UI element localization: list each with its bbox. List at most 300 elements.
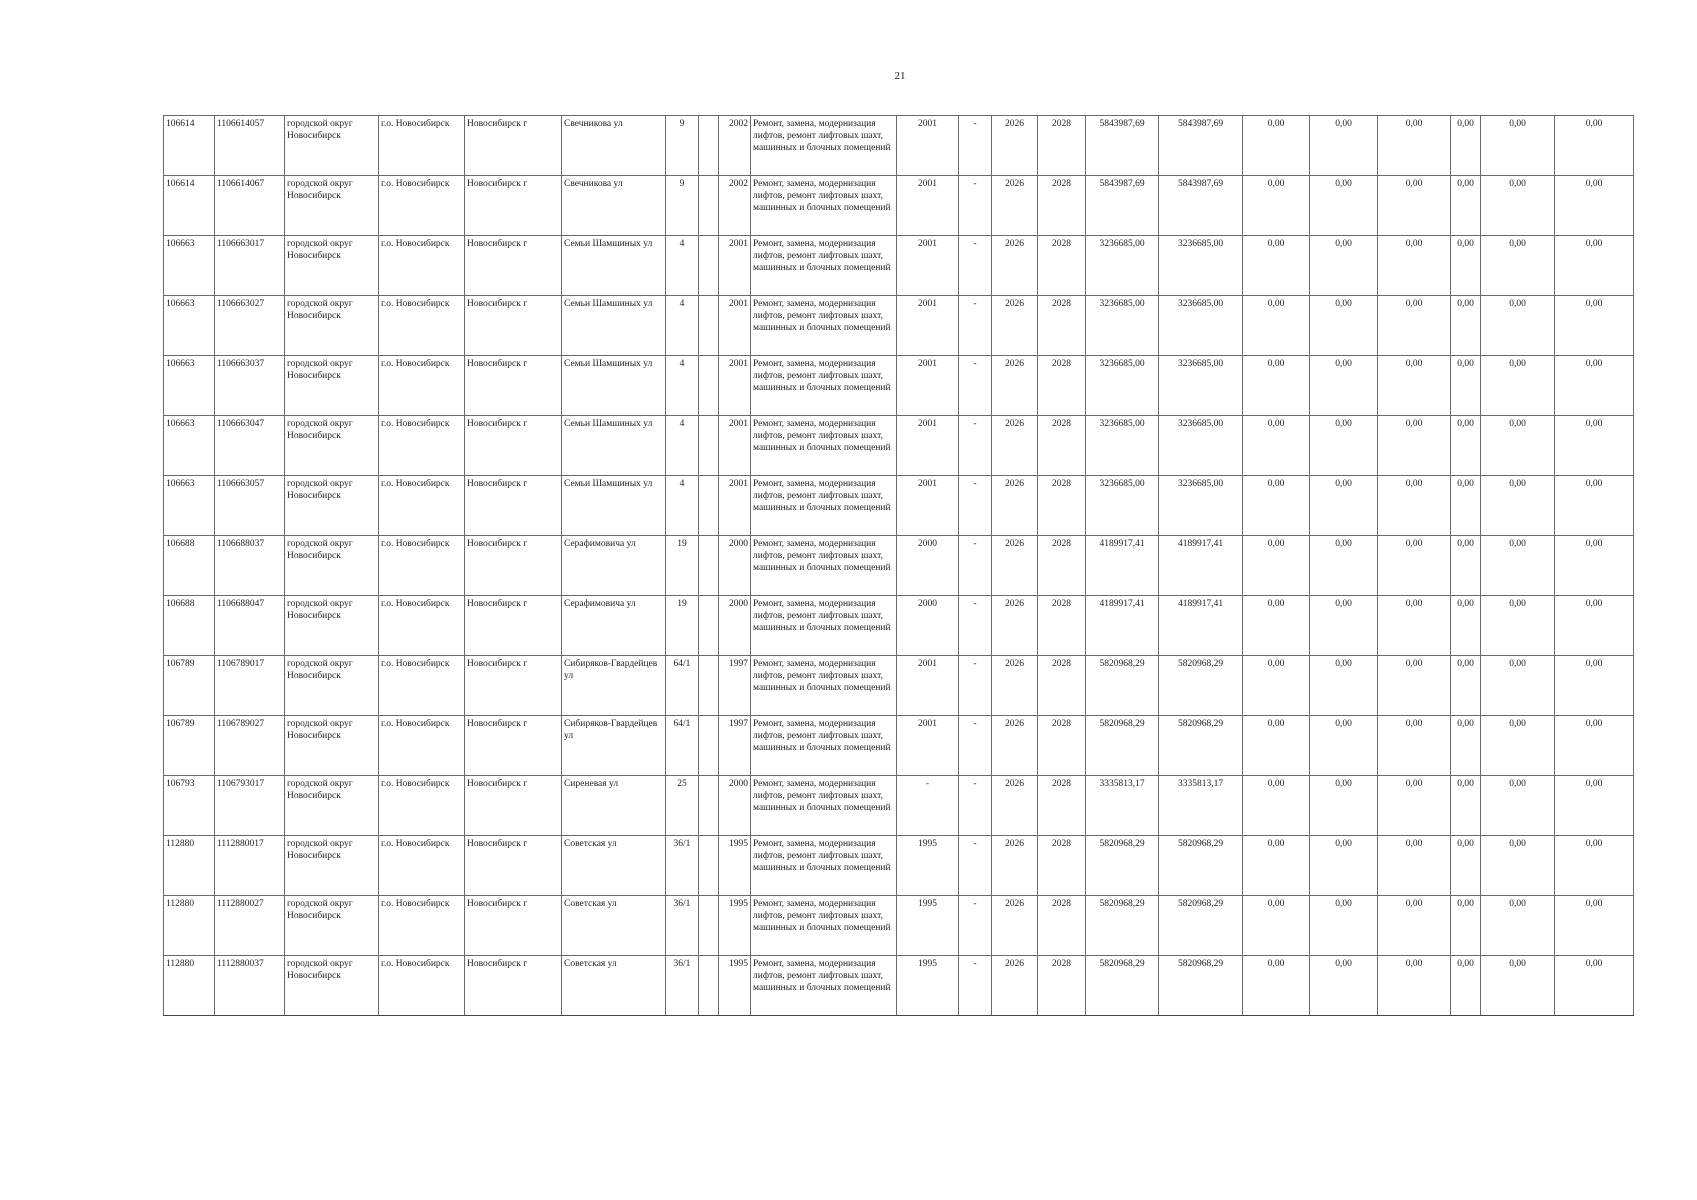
cell-year-from: 2026 [992, 296, 1038, 356]
cell-street: Сибиряков-Гвардейцев ул [562, 656, 666, 716]
cell-work-type: Ремонт, замена, модернизация лифтов, ремонт лифтовых шахт, машинных и блочных помещений [751, 656, 897, 716]
cell-district: городской округ Новосибирск [285, 176, 379, 236]
cell-id: 106688 [164, 596, 215, 656]
cell-work-type: Ремонт, замена, модернизация лифтов, ремонт лифтовых шахт, машинных и блочных помещений [751, 296, 897, 356]
cell-city: Новосибирск г [465, 536, 562, 596]
cell-value-1: 0,00 [1243, 176, 1310, 236]
cell-city: Новосибирск г [465, 956, 562, 1016]
cell-value-2: 0,00 [1310, 536, 1378, 596]
cell-dash: - [959, 596, 992, 656]
cell-year-built: 1995 [719, 836, 751, 896]
cell-municipality: г.о. Новосибирск [379, 476, 465, 536]
cell-value-1: 0,00 [1243, 656, 1310, 716]
cell-district: городской округ Новосибирск [285, 536, 379, 596]
cell-value-3: 0,00 [1378, 776, 1451, 836]
cell-code: 1106614057 [215, 116, 285, 176]
cell-district: городской округ Новосибирск [285, 836, 379, 896]
cell-cost-total: 4189917,41 [1086, 596, 1159, 656]
cell-street: Свечникова ул [562, 176, 666, 236]
cell-value-1: 0,00 [1243, 716, 1310, 776]
cell-year-built: 1997 [719, 656, 751, 716]
cell-code: 1106789017 [215, 656, 285, 716]
cell-work-type: Ремонт, замена, модернизация лифтов, ремонт лифтовых шахт, машинных и блочных помещений [751, 116, 897, 176]
cell-dash: - [959, 716, 992, 776]
cell-year-from: 2026 [992, 656, 1038, 716]
cell-work-type: Ремонт, замена, модернизация лифтов, ремонт лифтовых шахт, машинных и блочных помещений [751, 476, 897, 536]
cell-dash: - [959, 956, 992, 1016]
cell-id: 106663 [164, 356, 215, 416]
cell-municipality: г.о. Новосибирск [379, 236, 465, 296]
cell-street: Семьи Шамшиных ул [562, 296, 666, 356]
cell-city: Новосибирск г [465, 776, 562, 836]
cell-building [699, 296, 719, 356]
cell-last-repair: 2000 [897, 596, 959, 656]
cell-street: Семьи Шамшиных ул [562, 476, 666, 536]
cell-cost-fund: 5820968,29 [1159, 656, 1243, 716]
cell-house: 36/1 [666, 896, 699, 956]
cell-dash: - [959, 356, 992, 416]
cell-dash: - [959, 896, 992, 956]
cell-value-2: 0,00 [1310, 296, 1378, 356]
cell-city: Новосибирск г [465, 896, 562, 956]
cell-dash: - [959, 176, 992, 236]
cell-building [699, 956, 719, 1016]
cell-year-from: 2026 [992, 716, 1038, 776]
cell-cost-fund: 3335813,17 [1159, 776, 1243, 836]
cell-cost-fund: 5820968,29 [1159, 716, 1243, 776]
cell-value-1: 0,00 [1243, 416, 1310, 476]
cell-year-from: 2026 [992, 776, 1038, 836]
cell-year-built: 2001 [719, 236, 751, 296]
cell-value-1: 0,00 [1243, 956, 1310, 1016]
cell-dash: - [959, 836, 992, 896]
cell-year-built: 2001 [719, 356, 751, 416]
table-row [164, 476, 1634, 536]
cell-value-3: 0,00 [1378, 536, 1451, 596]
table-row [164, 296, 1634, 356]
cell-house: 19 [666, 536, 699, 596]
cell-dash: - [959, 236, 992, 296]
cell-value-5: 0,00 [1481, 836, 1555, 896]
cell-last-repair: 1995 [897, 836, 959, 896]
cell-district: городской округ Новосибирск [285, 416, 379, 476]
cell-value-1: 0,00 [1243, 116, 1310, 176]
table-row [164, 776, 1634, 836]
cell-municipality: г.о. Новосибирск [379, 176, 465, 236]
cell-code: 1106663027 [215, 296, 285, 356]
cell-district: городской округ Новосибирск [285, 896, 379, 956]
cell-value-5: 0,00 [1481, 716, 1555, 776]
cell-house: 9 [666, 116, 699, 176]
cell-street: Семьи Шамшиных ул [562, 416, 666, 476]
cell-cost-total: 5820968,29 [1086, 656, 1159, 716]
cell-city: Новосибирск г [465, 296, 562, 356]
cell-year-to: 2028 [1038, 716, 1086, 776]
cell-district: городской округ Новосибирск [285, 596, 379, 656]
cell-last-repair: 2001 [897, 656, 959, 716]
cell-value-5: 0,00 [1481, 956, 1555, 1016]
cell-cost-total: 5820968,29 [1086, 836, 1159, 896]
table-row [164, 176, 1634, 236]
cell-year-from: 2026 [992, 536, 1038, 596]
cell-dash: - [959, 416, 992, 476]
cell-municipality: г.о. Новосибирск [379, 596, 465, 656]
cell-value-2: 0,00 [1310, 836, 1378, 896]
cell-code: 1106663017 [215, 236, 285, 296]
cell-value-1: 0,00 [1243, 896, 1310, 956]
cell-value-5: 0,00 [1481, 296, 1555, 356]
cell-street: Серафимовича ул [562, 536, 666, 596]
cell-year-to: 2028 [1038, 116, 1086, 176]
cell-value-3: 0,00 [1378, 836, 1451, 896]
cell-year-to: 2028 [1038, 356, 1086, 416]
cell-year-to: 2028 [1038, 296, 1086, 356]
cell-building [699, 476, 719, 536]
cell-house: 4 [666, 296, 699, 356]
cell-building [699, 176, 719, 236]
cell-dash: - [959, 296, 992, 356]
cell-code: 1106793017 [215, 776, 285, 836]
registry-table [163, 115, 1634, 1016]
table-row [164, 656, 1634, 716]
cell-cost-total: 3236685,00 [1086, 296, 1159, 356]
cell-cost-fund: 4189917,41 [1159, 596, 1243, 656]
cell-id: 106663 [164, 236, 215, 296]
cell-year-to: 2028 [1038, 416, 1086, 476]
cell-municipality: г.о. Новосибирск [379, 296, 465, 356]
cell-value-2: 0,00 [1310, 716, 1378, 776]
cell-year-to: 2028 [1038, 896, 1086, 956]
table-row [164, 236, 1634, 296]
cell-year-built: 2000 [719, 536, 751, 596]
cell-value-1: 0,00 [1243, 776, 1310, 836]
cell-value-1: 0,00 [1243, 296, 1310, 356]
cell-last-repair: 2001 [897, 236, 959, 296]
cell-building [699, 656, 719, 716]
cell-house: 36/1 [666, 836, 699, 896]
cell-code: 1106663057 [215, 476, 285, 536]
cell-year-from: 2026 [992, 416, 1038, 476]
cell-work-type: Ремонт, замена, модернизация лифтов, ремонт лифтовых шахт, машинных и блочных помещений [751, 356, 897, 416]
cell-municipality: г.о. Новосибирск [379, 656, 465, 716]
cell-cost-fund: 5820968,29 [1159, 896, 1243, 956]
cell-value-3: 0,00 [1378, 896, 1451, 956]
cell-street: Советская ул [562, 836, 666, 896]
cell-work-type: Ремонт, замена, модернизация лифтов, ремонт лифтовых шахт, машинных и блочных помещений [751, 836, 897, 896]
cell-value-3: 0,00 [1378, 596, 1451, 656]
cell-cost-fund: 5820968,29 [1159, 836, 1243, 896]
cell-value-5: 0,00 [1481, 476, 1555, 536]
cell-year-from: 2026 [992, 476, 1038, 536]
cell-house: 36/1 [666, 956, 699, 1016]
cell-value-5: 0,00 [1481, 896, 1555, 956]
cell-last-repair: 2001 [897, 176, 959, 236]
cell-value-6: 0,00 [1555, 176, 1634, 236]
cell-value-5: 0,00 [1481, 536, 1555, 596]
cell-value-5: 0,00 [1481, 596, 1555, 656]
cell-city: Новосибирск г [465, 236, 562, 296]
table-body [164, 116, 1634, 1016]
cell-year-to: 2028 [1038, 476, 1086, 536]
cell-value-6: 0,00 [1555, 236, 1634, 296]
cell-cost-fund: 5820968,29 [1159, 956, 1243, 1016]
cell-dash: - [959, 776, 992, 836]
cell-value-6: 0,00 [1555, 356, 1634, 416]
cell-city: Новосибирск г [465, 596, 562, 656]
cell-value-1: 0,00 [1243, 236, 1310, 296]
cell-house: 25 [666, 776, 699, 836]
cell-cost-fund: 4189917,41 [1159, 536, 1243, 596]
cell-cost-fund: 5843987,69 [1159, 176, 1243, 236]
cell-value-4: 0,00 [1451, 116, 1481, 176]
cell-value-5: 0,00 [1481, 776, 1555, 836]
cell-id: 106663 [164, 296, 215, 356]
cell-building [699, 716, 719, 776]
table-row [164, 596, 1634, 656]
cell-district: городской округ Новосибирск [285, 296, 379, 356]
cell-code: 1106688047 [215, 596, 285, 656]
cell-year-from: 2026 [992, 116, 1038, 176]
cell-municipality: г.о. Новосибирск [379, 776, 465, 836]
cell-value-3: 0,00 [1378, 476, 1451, 536]
cell-value-6: 0,00 [1555, 776, 1634, 836]
cell-value-2: 0,00 [1310, 416, 1378, 476]
cell-value-6: 0,00 [1555, 296, 1634, 356]
cell-last-repair: 2001 [897, 116, 959, 176]
cell-municipality: г.о. Новосибирск [379, 536, 465, 596]
cell-id: 106614 [164, 176, 215, 236]
cell-district: городской округ Новосибирск [285, 956, 379, 1016]
cell-municipality: г.о. Новосибирск [379, 896, 465, 956]
cell-house: 4 [666, 416, 699, 476]
cell-id: 106614 [164, 116, 215, 176]
cell-work-type: Ремонт, замена, модернизация лифтов, ремонт лифтовых шахт, машинных и блочных помещений [751, 896, 897, 956]
cell-value-3: 0,00 [1378, 116, 1451, 176]
cell-city: Новосибирск г [465, 116, 562, 176]
cell-value-6: 0,00 [1555, 956, 1634, 1016]
cell-value-4: 0,00 [1451, 356, 1481, 416]
cell-district: городской округ Новосибирск [285, 116, 379, 176]
cell-id: 106789 [164, 716, 215, 776]
cell-value-5: 0,00 [1481, 176, 1555, 236]
table-row [164, 116, 1634, 176]
cell-street: Свечникова ул [562, 116, 666, 176]
cell-value-4: 0,00 [1451, 476, 1481, 536]
cell-last-repair: 2001 [897, 356, 959, 416]
table-row [164, 836, 1634, 896]
cell-id: 106793 [164, 776, 215, 836]
cell-house: 9 [666, 176, 699, 236]
cell-last-repair: 1995 [897, 896, 959, 956]
cell-building [699, 236, 719, 296]
cell-value-4: 0,00 [1451, 536, 1481, 596]
cell-year-built: 1995 [719, 956, 751, 1016]
cell-value-2: 0,00 [1310, 116, 1378, 176]
cell-house: 64/1 [666, 656, 699, 716]
cell-district: городской округ Новосибирск [285, 776, 379, 836]
cell-district: городской округ Новосибирск [285, 716, 379, 776]
cell-id: 112880 [164, 836, 215, 896]
cell-value-2: 0,00 [1310, 596, 1378, 656]
cell-street: Семьи Шамшиных ул [562, 236, 666, 296]
cell-building [699, 536, 719, 596]
cell-value-6: 0,00 [1555, 116, 1634, 176]
cell-code: 1106663037 [215, 356, 285, 416]
cell-year-built: 2000 [719, 776, 751, 836]
cell-value-2: 0,00 [1310, 776, 1378, 836]
cell-year-built: 2001 [719, 296, 751, 356]
cell-value-4: 0,00 [1451, 896, 1481, 956]
cell-year-to: 2028 [1038, 956, 1086, 1016]
cell-cost-total: 5820968,29 [1086, 716, 1159, 776]
cell-code: 1112880037 [215, 956, 285, 1016]
cell-value-1: 0,00 [1243, 536, 1310, 596]
cell-value-4: 0,00 [1451, 176, 1481, 236]
cell-value-6: 0,00 [1555, 476, 1634, 536]
cell-cost-fund: 3236685,00 [1159, 296, 1243, 356]
cell-value-3: 0,00 [1378, 176, 1451, 236]
cell-city: Новосибирск г [465, 356, 562, 416]
cell-dash: - [959, 116, 992, 176]
cell-work-type: Ремонт, замена, модернизация лифтов, ремонт лифтовых шахт, машинных и блочных помещений [751, 596, 897, 656]
cell-street: Сибиряков-Гвардейцев ул [562, 716, 666, 776]
cell-id: 106663 [164, 476, 215, 536]
table-row [164, 956, 1634, 1016]
cell-id: 106663 [164, 416, 215, 476]
cell-cost-total: 5820968,29 [1086, 896, 1159, 956]
cell-value-3: 0,00 [1378, 236, 1451, 296]
cell-value-3: 0,00 [1378, 656, 1451, 716]
cell-city: Новосибирск г [465, 836, 562, 896]
cell-house: 4 [666, 356, 699, 416]
cell-value-4: 0,00 [1451, 776, 1481, 836]
cell-municipality: г.о. Новосибирск [379, 416, 465, 476]
cell-cost-total: 5843987,69 [1086, 176, 1159, 236]
cell-district: городской округ Новосибирск [285, 356, 379, 416]
cell-value-4: 0,00 [1451, 596, 1481, 656]
cell-municipality: г.о. Новосибирск [379, 836, 465, 896]
cell-value-5: 0,00 [1481, 236, 1555, 296]
cell-last-repair: 2001 [897, 416, 959, 476]
cell-value-4: 0,00 [1451, 956, 1481, 1016]
cell-year-to: 2028 [1038, 236, 1086, 296]
cell-cost-total: 5820968,29 [1086, 956, 1159, 1016]
cell-value-6: 0,00 [1555, 416, 1634, 476]
cell-house: 19 [666, 596, 699, 656]
cell-year-built: 1997 [719, 716, 751, 776]
cell-building [699, 356, 719, 416]
cell-city: Новосибирск г [465, 176, 562, 236]
cell-value-1: 0,00 [1243, 836, 1310, 896]
cell-code: 1106614067 [215, 176, 285, 236]
cell-district: городской округ Новосибирск [285, 476, 379, 536]
cell-house: 4 [666, 476, 699, 536]
cell-year-to: 2028 [1038, 656, 1086, 716]
cell-value-4: 0,00 [1451, 416, 1481, 476]
cell-value-3: 0,00 [1378, 356, 1451, 416]
cell-code: 1106789027 [215, 716, 285, 776]
cell-street: Серафимовича ул [562, 596, 666, 656]
cell-value-2: 0,00 [1310, 956, 1378, 1016]
cell-value-1: 0,00 [1243, 596, 1310, 656]
cell-id: 112880 [164, 956, 215, 1016]
cell-year-to: 2028 [1038, 176, 1086, 236]
cell-value-4: 0,00 [1451, 716, 1481, 776]
cell-building [699, 776, 719, 836]
cell-dash: - [959, 536, 992, 596]
cell-municipality: г.о. Новосибирск [379, 716, 465, 776]
cell-house: 64/1 [666, 716, 699, 776]
cell-district: городской округ Новосибирск [285, 656, 379, 716]
cell-last-repair: 2001 [897, 716, 959, 776]
cell-street: Семьи Шамшиных ул [562, 356, 666, 416]
cell-code: 1112880017 [215, 836, 285, 896]
cell-value-2: 0,00 [1310, 356, 1378, 416]
cell-year-from: 2026 [992, 896, 1038, 956]
cell-value-3: 0,00 [1378, 416, 1451, 476]
cell-municipality: г.о. Новосибирск [379, 116, 465, 176]
cell-municipality: г.о. Новосибирск [379, 956, 465, 1016]
cell-value-4: 0,00 [1451, 836, 1481, 896]
cell-value-2: 0,00 [1310, 896, 1378, 956]
cell-cost-total: 3236685,00 [1086, 236, 1159, 296]
cell-value-3: 0,00 [1378, 716, 1451, 776]
cell-year-to: 2028 [1038, 596, 1086, 656]
cell-work-type: Ремонт, замена, модернизация лифтов, ремонт лифтовых шахт, машинных и блочных помещений [751, 716, 897, 776]
cell-cost-total: 3236685,00 [1086, 476, 1159, 536]
cell-last-repair: 2000 [897, 536, 959, 596]
cell-value-4: 0,00 [1451, 656, 1481, 716]
cell-code: 1106688037 [215, 536, 285, 596]
cell-year-from: 2026 [992, 236, 1038, 296]
cell-building [699, 596, 719, 656]
cell-cost-fund: 5843987,69 [1159, 116, 1243, 176]
cell-value-5: 0,00 [1481, 416, 1555, 476]
cell-year-built: 2002 [719, 176, 751, 236]
cell-year-from: 2026 [992, 176, 1038, 236]
cell-value-2: 0,00 [1310, 176, 1378, 236]
cell-cost-total: 3335813,17 [1086, 776, 1159, 836]
cell-value-3: 0,00 [1378, 956, 1451, 1016]
cell-city: Новосибирск г [465, 656, 562, 716]
cell-value-6: 0,00 [1555, 536, 1634, 596]
cell-year-built: 2001 [719, 476, 751, 536]
cell-cost-total: 3236685,00 [1086, 356, 1159, 416]
table-row [164, 896, 1634, 956]
cell-value-6: 0,00 [1555, 896, 1634, 956]
cell-value-1: 0,00 [1243, 476, 1310, 536]
cell-city: Новосибирск г [465, 416, 562, 476]
cell-value-6: 0,00 [1555, 656, 1634, 716]
cell-work-type: Ремонт, замена, модернизация лифтов, ремонт лифтовых шахт, машинных и блочных помещений [751, 956, 897, 1016]
cell-district: городской округ Новосибирск [285, 236, 379, 296]
cell-code: 1112880027 [215, 896, 285, 956]
cell-last-repair: 2001 [897, 476, 959, 536]
cell-house: 4 [666, 236, 699, 296]
cell-work-type: Ремонт, замена, модернизация лифтов, ремонт лифтовых шахт, машинных и блочных помещений [751, 176, 897, 236]
cell-last-repair: - [897, 776, 959, 836]
cell-work-type: Ремонт, замена, модернизация лифтов, ремонт лифтовых шахт, машинных и блочных помещений [751, 776, 897, 836]
cell-cost-fund: 3236685,00 [1159, 416, 1243, 476]
cell-id: 106688 [164, 536, 215, 596]
cell-value-6: 0,00 [1555, 596, 1634, 656]
cell-value-6: 0,00 [1555, 836, 1634, 896]
cell-year-to: 2028 [1038, 836, 1086, 896]
cell-dash: - [959, 476, 992, 536]
cell-year-from: 2026 [992, 596, 1038, 656]
cell-value-4: 0,00 [1451, 236, 1481, 296]
cell-value-5: 0,00 [1481, 656, 1555, 716]
